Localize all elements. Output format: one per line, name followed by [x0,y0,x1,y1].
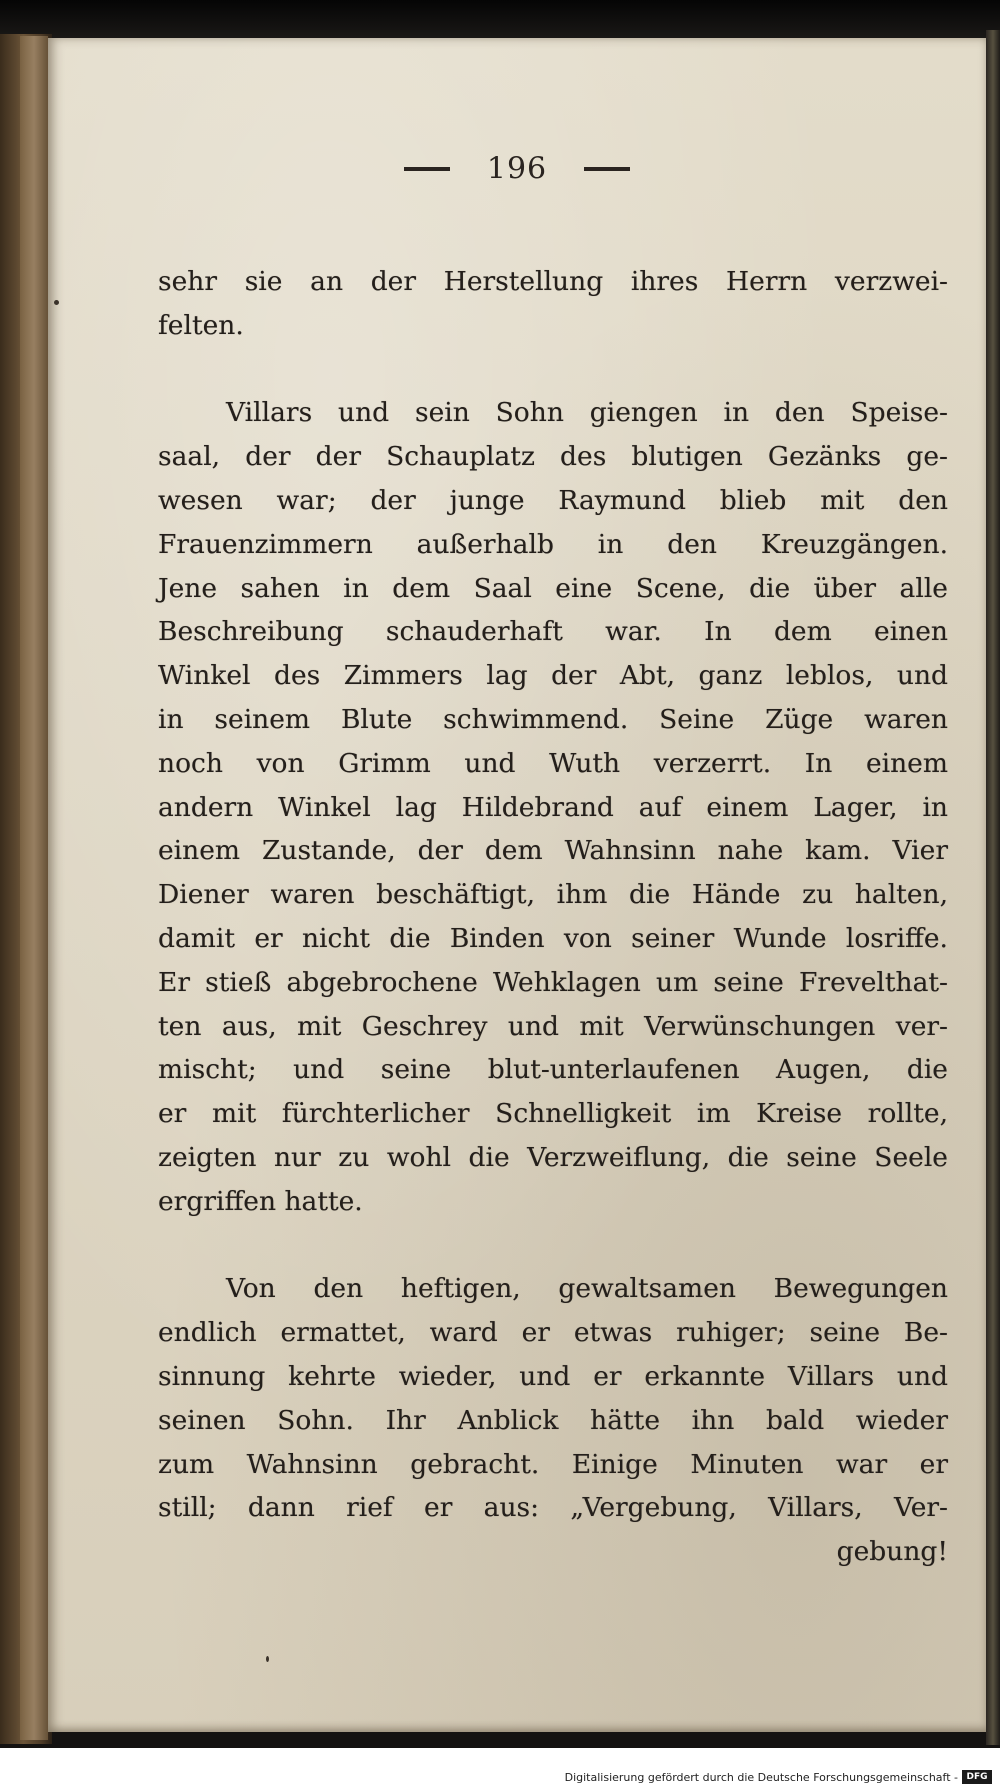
paper-speck [54,300,59,305]
text-line: zeigten nur zu wohl die Verzweiflung, die seine Seele [158,1141,948,1173]
text-line: Von den heftigen, gewaltsamen Bewegungen [226,1273,948,1305]
text-line: saal, der der Schauplatz des blutigen Gezänks ge- [158,441,948,473]
text-line: sinnung kehrte wieder, und er erkannte Villars und [158,1360,948,1392]
catchword: gebung! [836,1536,948,1568]
text-line: Villars und sein Sohn giengen in den Speise- [226,397,948,429]
page-number: 196 [486,151,548,187]
text-line: still; dann rief er aus: „Vergebung, Villars, Ver- [158,1492,948,1524]
text-line: Er stieß abgebrochene Wehklagen um seine Frevelthat- [158,966,948,998]
text-line: seinen Sohn. Ihr Anblick hätte ihn bald wieder [158,1404,948,1436]
text-line: damit er nicht die Binden von seiner Wunde losriffe. [158,922,948,954]
paragraph-gap [158,1224,948,1268]
text-line: felten. [158,309,244,341]
paragraph-gap [158,348,948,392]
text-line: mischt; und seine blut-unterlaufenen Augen, die [158,1054,948,1086]
text-line: endlich ermattet, ward er etwas ruhiger; seine Be- [158,1317,948,1349]
text-line: noch von Grimm und Wuth verzerrt. In einem [158,747,948,779]
text-line: andern Winkel lag Hildebrand auf einem Lager, in [158,791,948,823]
text-line: sehr sie an der Herstellung ihres Herrn verzwei- [158,266,948,297]
dfg-logo: DFG [962,1770,992,1784]
header-dash-left [404,167,450,171]
text-line: ergriffen hatte. [158,1185,363,1217]
text-line: Frauenzimmern außerhalb in den Kreuzgängen. [158,528,948,560]
text-line: zum Wahnsinn gebracht. Einige Minuten war er [158,1448,948,1480]
book-page [48,38,986,1732]
text-line: er mit fürchterlicher Schnelligkeit im Kreise rollte, [158,1098,948,1130]
header-dash-right [584,167,630,171]
paper-speck [266,1656,269,1662]
text-line: Jene sahen in dem Saal eine Scene, die über alle [158,572,948,604]
text-line: Beschreibung schauderhaft war. In dem einen [158,616,948,648]
top-shadow [0,0,1000,40]
text-line: Winkel des Zimmers lag der Abt, ganz leblos, und [158,660,948,692]
body-text [158,260,948,1574]
spine-strip [20,36,48,1740]
text-line: wesen war; der junge Raymund blieb mit den [158,484,948,516]
page-edge-right [986,30,1000,1745]
text-line: ten aus, mit Geschrey und mit Verwünschungen ver- [158,1010,948,1042]
text-line: in seinem Blute schwimmend. Seine Züge waren [158,703,948,735]
digitization-credit: Digitalisierung gefördert durch die Deutsche Forschungsgemeinschaft - [564,1771,958,1784]
text-line: einem Zustande, der dem Wahnsinn nahe kam. Vier [158,835,948,867]
text-line: Diener waren beschäftigt, ihm die Hände zu halten, [158,879,948,911]
page-header [48,150,986,187]
